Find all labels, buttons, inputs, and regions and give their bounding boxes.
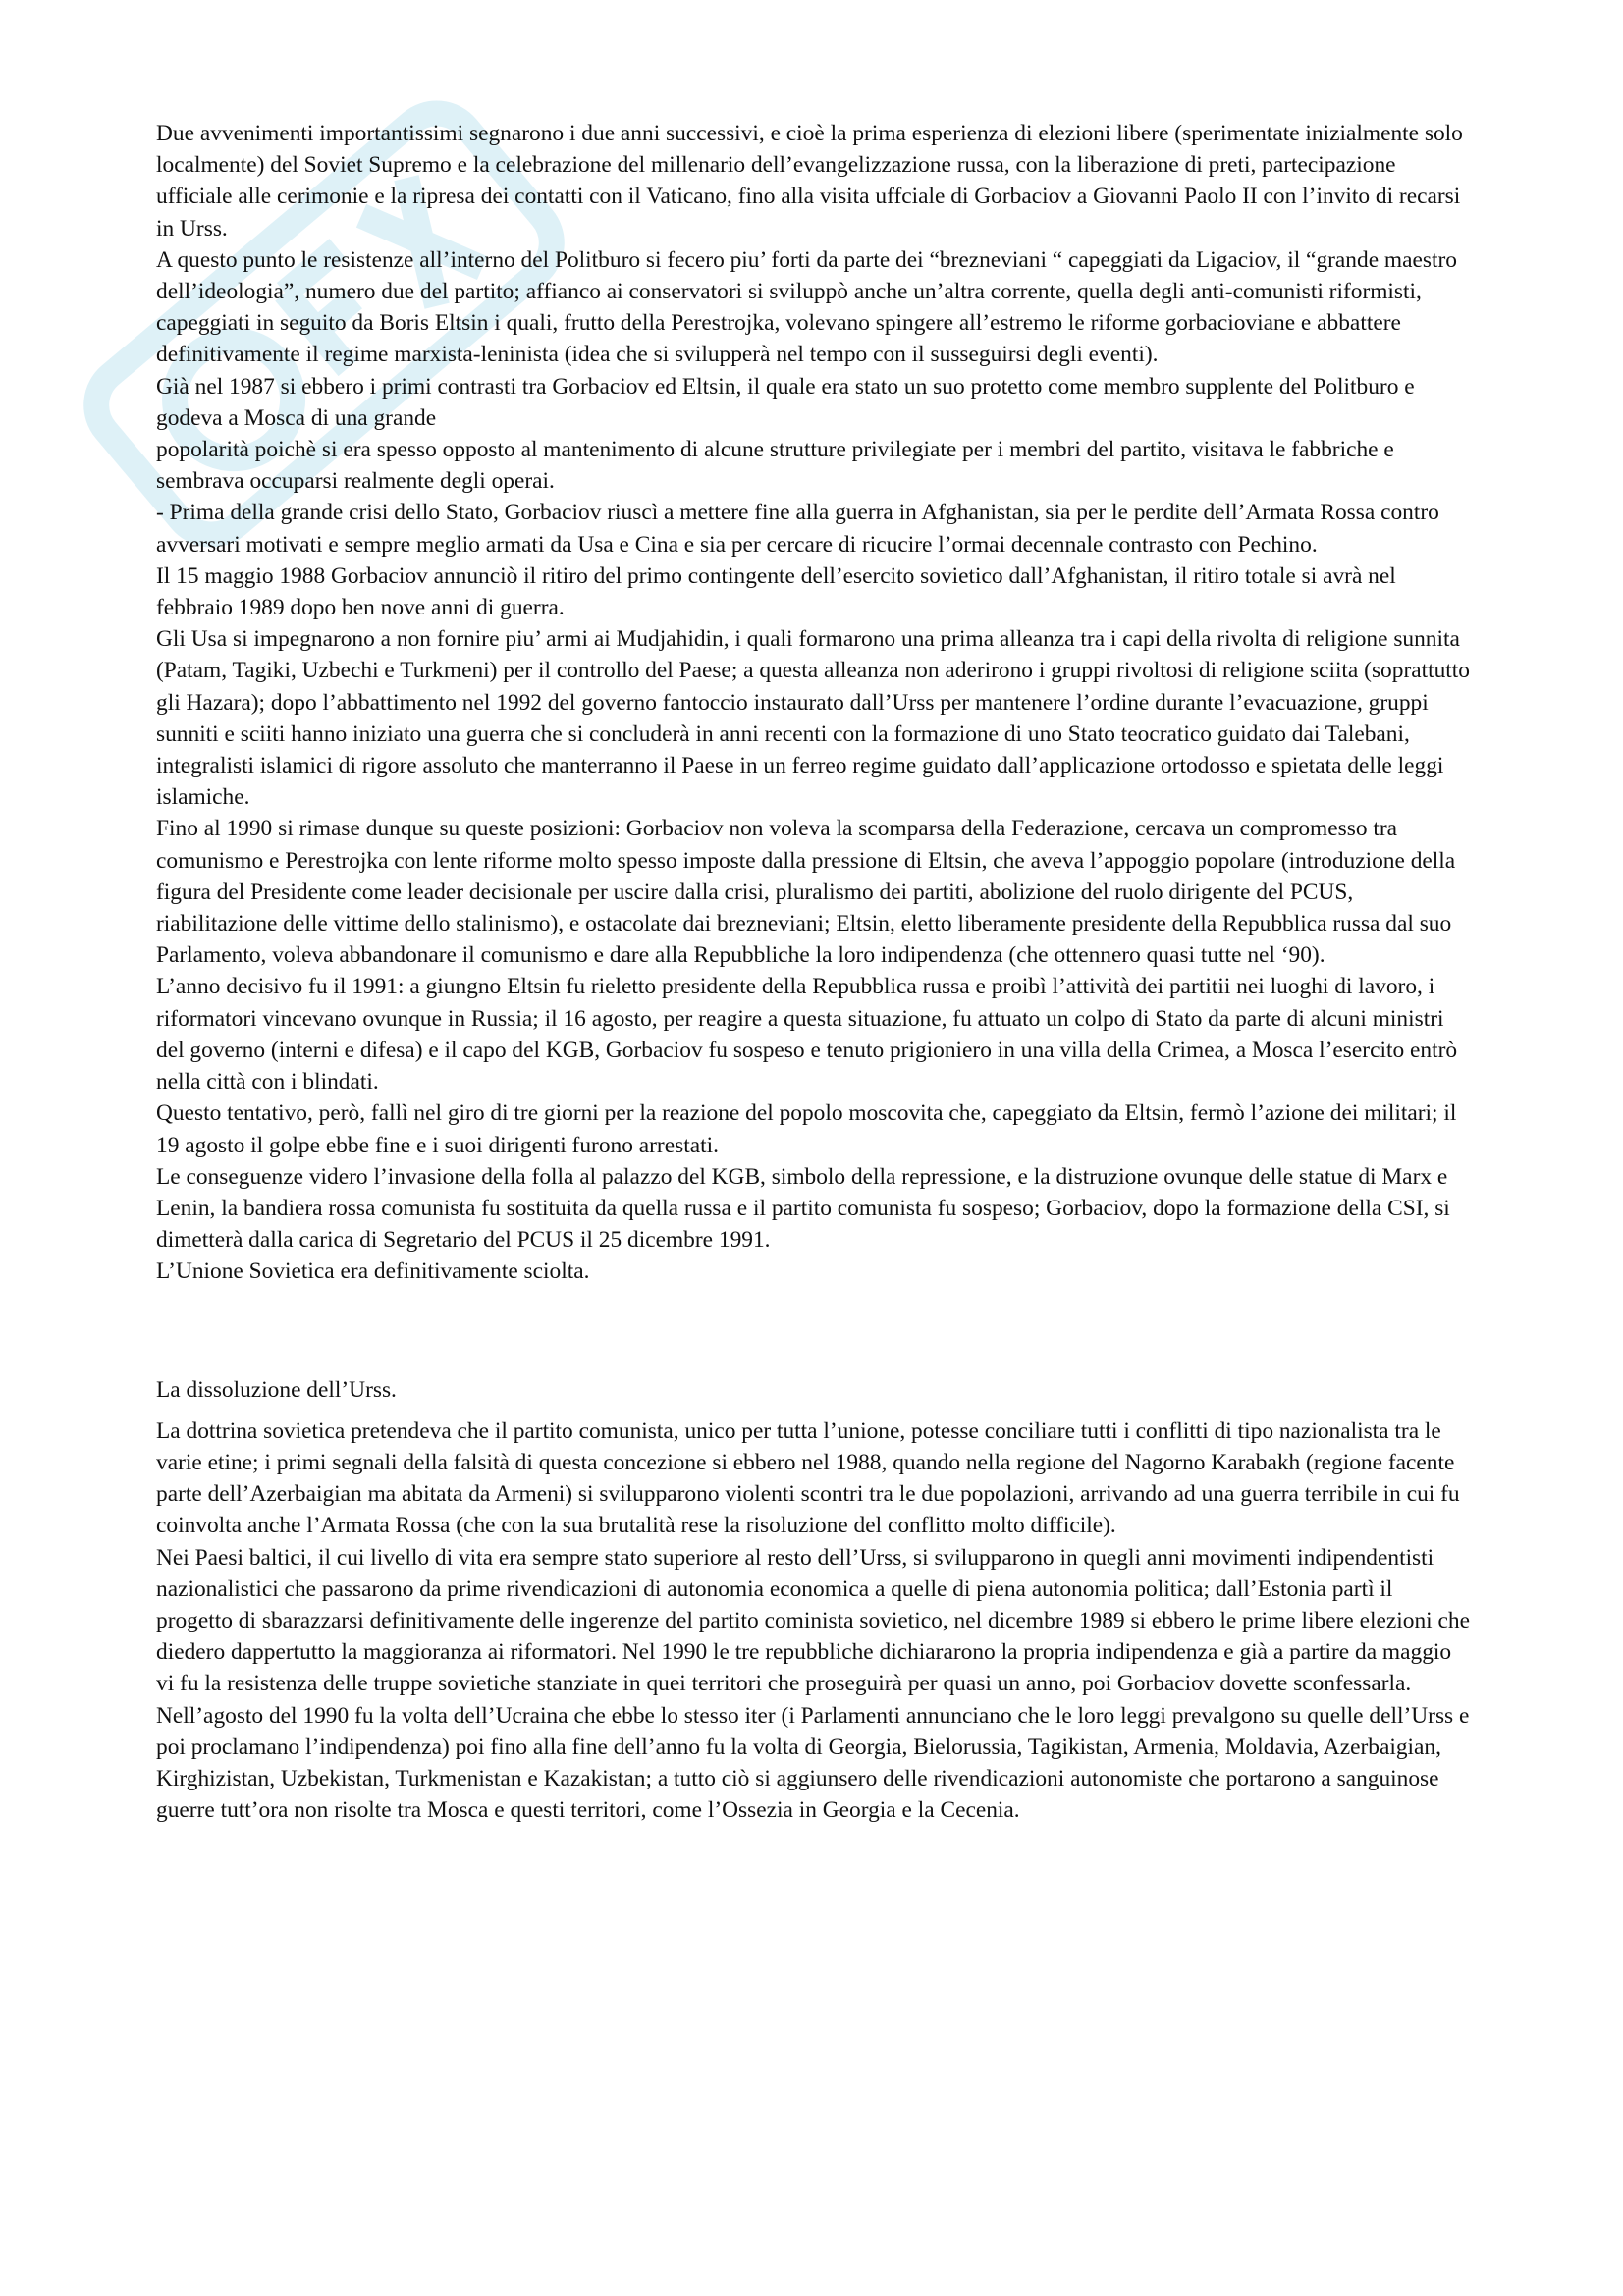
paragraph: A questo punto le resistenze all’interno del Politburo si fecero piu’ forti da parte dei “brezneviani “ capeggiati da Ligaciov, il “grande maestro dell’ideologia”, numero due del partito; affianco ai conservatori si sviluppò anche un’altra corrente, quella degli anti-comunisti riformisti, capeggiati in seguito da Boris Eltsin i quali, frutto della Perestrojka, volevano spingere all’estremo le riforme gorbacioviane e abbattere definitivamente il regime marxista-leninista (idea che si svilupperà nel tempo con il susseguirsi degli eventi). (156, 246, 1457, 368)
paragraph: La dottrina sovietica pretendeva che il partito comunista, unico per tutta l’unione, potesse conciliare tutti i conflitti di tipo nazionalista tra le varie etine; i primi segnali della falsità di questa concezione si ebbero nel 1988, quando nella regione del Nagorno Karabakh (regione facente parte dell’Azerbaigian ma abitata da Armeni) si svilupparono violenti scontri tra le due popolazioni, arrivando ad una guerra terribile in cui fu coinvolta anche l’Armata Rossa (che con la sua brutalità rese la risoluzione del conflitto molto difficile). (156, 1417, 1460, 1539)
paragraph: popolarità poichè si era spesso opposto al mantenimento di alcune strutture privilegiate per i membri del partito, visitava le fabbriche e sembrava occuparsi realmente degli operai. (156, 437, 1394, 495)
paragraph: L’Unione Sovietica era definitivamente sciolta. (156, 1258, 590, 1285)
paragraph: Due avvenimenti importantissimi segnarono i due anni successivi, e cioè la prima esperienza di elezioni libere (sperimentate inizialmente solo localmente) del Soviet Supremo e la celebrazione del millenario dell’evangelizzazione russa, con la liberazione di preti, partecipazione ufficiale alle cerimonie e la ripresa dei contatti con il Vaticano, fino alla visita uffciale di Gorbaciov a Giovanni Paolo II con l’invito di recarsi in Urss. (156, 121, 1463, 241)
paragraph: L’anno decisivo fu il 1991: a giungno Eltsin fu rieletto presidente della Repubblica russa e proibì l’attività dei partitii nei luoghi di lavoro, i riformatori vincevano ovunque in Russia; il 16 agosto, per reagire a questa situazione, fu attuato un colpo di Stato da parte di alcuni ministri del governo (interni e difesa) e il capo del KGB, Gorbaciov fu sospeso e tenuto prigioniero in una villa della Crimea, a Mosca l’esercito entrò nella città con i blindati. (156, 974, 1458, 1095)
section-dissoluzione (156, 1415, 1472, 1827)
paragraph: Questo tentativo, però, fallì nel giro di tre giorni per la reazione del popolo moscovita che, capeggiato da Eltsin, fermò l’azione dei militari; il 19 agosto il golpe ebbe fine e i suoi dirigenti furono arrestati. (156, 1100, 1457, 1158)
paragraph: Fino al 1990 si rimase dunque su queste posizioni: Gorbaciov non voleva la scomparsa della Federazione, cercava un compromesso tra comunismo e Perestrojka con lente riforme molto spesso imposte dalla pressione di Eltsin, che aveva l’appoggio popolare (introduzione della figura del Presidente come leader decisionale per uscire dalla crisi, pluralismo dei partiti, abolizione del ruolo dirigente del PCUS, riabilitazione delle vittime dello stalinismo), e ostacolate dai brezneviani; Eltsin, eletto liberamente presidente della Repubblica russa dal suo Parlamento, voleva abbandonare il comunismo e dare alla Repubbliche la loro indipendenza (che ottennero quasi tutte nel ‘90). (156, 816, 1456, 969)
paragraph: - Prima della grande crisi dello Stato, Gorbaciov riuscì a mettere fine alla guerra in Afghanistan, sia per le perdite dell’Armata Rossa contro avversari motivati e sempre meglio armati da Usa e Cina e sia per cercare di ricucire l’ormai decennale contrasto con Pechino. (156, 500, 1439, 558)
paragraph: Gli Usa si impegnarono a non fornire piu’ armi ai Mudjahidin, i quali formarono una prima alleanza tra i capi della rivolta di religione sunnita (Patam, Tagiki, Uzbechi e Turkmeni) per il controllo del Paese; a questa alleanza non aderirono i gruppi rivoltosi di religione sciita (soprattutto gli Hazara); dopo l’abbattimento nel 1992 del governo fantoccio instaurato dall’Urss per mantenere l’ordine durante l’evacuazione, gruppi sunniti e sciiti hanno iniziato una guerra che si concluderà in anni recenti con la formazione di uno Stato teocratico guidato dai Talebani, integralisti islamici di rigore assoluto che manterranno il Paese in un ferreo regime guidato dall’applicazione ortodosso e spietata delle leggi islamiche. (156, 626, 1471, 811)
document-page (156, 118, 1472, 1826)
paragraph: Le conseguenze videro l’invasione della folla al palazzo del KGB, simbolo della repressione, e la distruzione ovunque delle statue di Marx e Lenin, la bandiera rossa comunista fu sostituita da quella russa e il partito comunista fu sospeso; Gorbaciov, dopo la formazione della CSI, si dimetterà dalla carica di Segretario del PCUS il 25 dicembre 1991. (156, 1163, 1450, 1254)
paragraph: Nei Paesi baltici, il cui livello di vita era sempre stato superiore al resto dell’Urss, si svilupparono in quegli anni movimenti indipendentisti nazionalistici che passarono da prime rivendicazioni di autonomia economica a quelle di piena autonomia politica; dall’Estonia partì il progetto di sbarazzarsi definitivamente delle ingerenze del partito cominista sovietico, nel dicembre 1989 si ebbero le prime libere elezioni che diedero dappertutto la maggioranza ai riformatori. Nel 1990 le tre repubbliche dichiararono la propria indipendenza e già a partire da maggio vi fu la resistenza delle truppe sovietiche stanziate in quei territori che proseguirà per quasi un anno, poi Gorbaciov dovette sconfessarla. (156, 1544, 1470, 1697)
section-heading: La dissoluzione dell’Urss. (156, 1376, 397, 1403)
paragraph: Nell’agosto del 1990 fu la volta dell’Ucraina che ebbe lo stesso iter (i Parlamenti annunciano che le loro leggi prevalgono su quelle dell’Urss e poi proclamano l’indipendenza) poi fino alla fine dell’anno fu la volta di Georgia, Bielorussia, Tagikistan, Armenia, Moldavia, Azerbaigian, Kirghizistan, Uzbekistan, Turkmenistan e Kazakistan; a tutto ciò si aggiunsero delle rivendicazioni autonomiste che portarono a sanguinose guerre tutt’ora non risolte tra Mosca e questi territori, come l’Ossezia in Georgia e la Cecenia. (156, 1702, 1470, 1824)
paragraph: Il 15 maggio 1988 Gorbaciov annunciò il ritiro del primo contingente dell’esercito sovietico dall’Afghanistan, il ritiro totale si avrà nel febbraio 1989 dopo ben nove anni di guerra. (156, 562, 1396, 621)
section-perestrojka (156, 118, 1472, 1288)
paragraph: Già nel 1987 si ebbero i primi contrasti tra Gorbaciov ed Eltsin, il quale era stato un suo protetto come membro supplente del Politburo e godeva a Mosca di una grande (156, 373, 1415, 431)
